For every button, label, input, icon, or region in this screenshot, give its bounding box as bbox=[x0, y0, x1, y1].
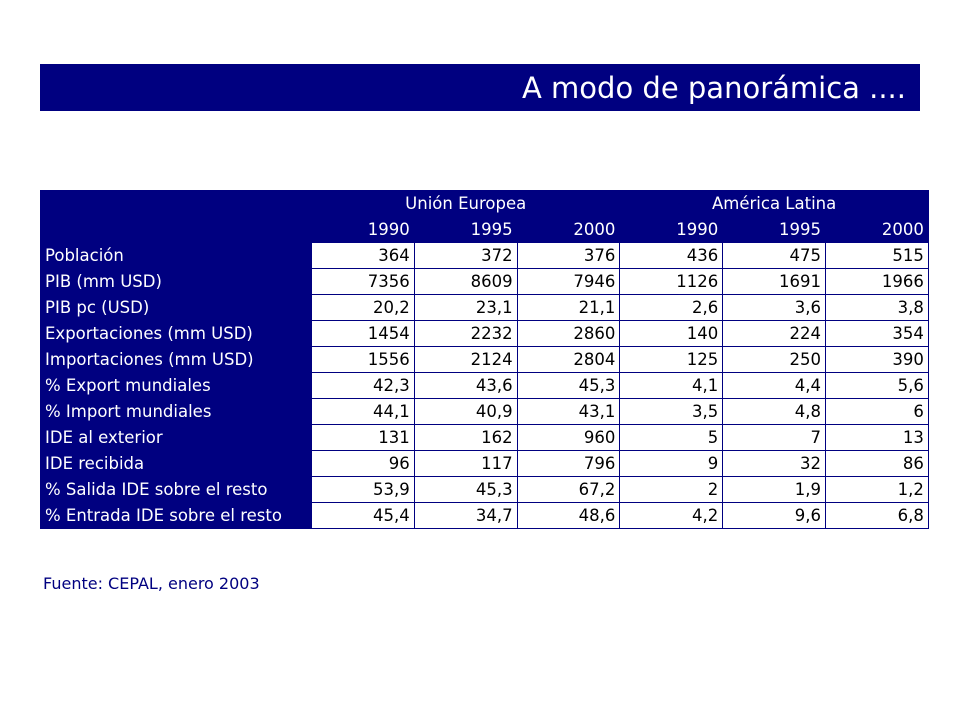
table-row bbox=[41, 477, 929, 503]
header-corner bbox=[41, 191, 312, 217]
year-header: 2000 bbox=[826, 217, 929, 243]
table-cell: 40,9 bbox=[414, 399, 517, 425]
table-cell: 53,9 bbox=[312, 477, 415, 503]
row-label: PIB pc (USD) bbox=[41, 295, 312, 321]
table-row bbox=[41, 321, 929, 347]
year-header-row bbox=[41, 217, 929, 243]
year-header: 1995 bbox=[414, 217, 517, 243]
table-cell: 250 bbox=[723, 347, 826, 373]
table-cell: 364 bbox=[312, 243, 415, 269]
table-cell: 354 bbox=[826, 321, 929, 347]
slide-title: A modo de panorámica .... bbox=[522, 70, 906, 105]
table-cell: 7356 bbox=[312, 269, 415, 295]
table-cell: 7 bbox=[723, 425, 826, 451]
table-cell: 7946 bbox=[517, 269, 620, 295]
table-cell: 2232 bbox=[414, 321, 517, 347]
table-cell: 1556 bbox=[312, 347, 415, 373]
table-cell: 45,3 bbox=[517, 373, 620, 399]
table-cell: 20,2 bbox=[312, 295, 415, 321]
table-cell: 43,1 bbox=[517, 399, 620, 425]
table-cell: 2 bbox=[620, 477, 723, 503]
table-cell: 960 bbox=[517, 425, 620, 451]
row-label: % Export mundiales bbox=[41, 373, 312, 399]
table-cell: 5 bbox=[620, 425, 723, 451]
table-cell: 32 bbox=[723, 451, 826, 477]
table-cell: 475 bbox=[723, 243, 826, 269]
table-cell: 2860 bbox=[517, 321, 620, 347]
table-cell: 372 bbox=[414, 243, 517, 269]
table-cell: 3,5 bbox=[620, 399, 723, 425]
table-cell: 96 bbox=[312, 451, 415, 477]
table-cell: 4,8 bbox=[723, 399, 826, 425]
table-cell: 1,2 bbox=[826, 477, 929, 503]
table-row bbox=[41, 451, 929, 477]
table-cell: 21,1 bbox=[517, 295, 620, 321]
table-cell: 34,7 bbox=[414, 503, 517, 529]
group-header-latam: América Latina bbox=[620, 191, 928, 217]
table-cell: 45,4 bbox=[312, 503, 415, 529]
table-cell: 9 bbox=[620, 451, 723, 477]
title-bar bbox=[40, 64, 920, 111]
table-cell: 3,8 bbox=[826, 295, 929, 321]
table-cell: 2124 bbox=[414, 347, 517, 373]
table-cell: 3,6 bbox=[723, 295, 826, 321]
row-label: % Import mundiales bbox=[41, 399, 312, 425]
row-label: PIB (mm USD) bbox=[41, 269, 312, 295]
table-cell: 48,6 bbox=[517, 503, 620, 529]
year-header: 1995 bbox=[723, 217, 826, 243]
table-cell: 1,9 bbox=[723, 477, 826, 503]
group-header-row bbox=[41, 191, 929, 217]
table-cell: 6,8 bbox=[826, 503, 929, 529]
table-cell: 131 bbox=[312, 425, 415, 451]
row-label: Importaciones (mm USD) bbox=[41, 347, 312, 373]
year-header: 1990 bbox=[312, 217, 415, 243]
year-header: 1990 bbox=[620, 217, 723, 243]
header-corner-2 bbox=[41, 217, 312, 243]
table-cell: 45,3 bbox=[414, 477, 517, 503]
table-cell: 44,1 bbox=[312, 399, 415, 425]
table-row bbox=[41, 399, 929, 425]
group-header-eu: Unión Europea bbox=[312, 191, 620, 217]
table-cell: 2804 bbox=[517, 347, 620, 373]
row-label: IDE recibida bbox=[41, 451, 312, 477]
table-row bbox=[41, 295, 929, 321]
table-row bbox=[41, 373, 929, 399]
table-cell: 224 bbox=[723, 321, 826, 347]
table-cell: 6 bbox=[826, 399, 929, 425]
table-cell: 1691 bbox=[723, 269, 826, 295]
table-cell: 390 bbox=[826, 347, 929, 373]
table-row bbox=[41, 503, 929, 529]
table-cell: 162 bbox=[414, 425, 517, 451]
table-cell: 13 bbox=[826, 425, 929, 451]
table-cell: 43,6 bbox=[414, 373, 517, 399]
row-label: IDE al exterior bbox=[41, 425, 312, 451]
year-header: 2000 bbox=[517, 217, 620, 243]
table-cell: 4,2 bbox=[620, 503, 723, 529]
table-cell: 9,6 bbox=[723, 503, 826, 529]
table-cell: 1454 bbox=[312, 321, 415, 347]
data-table bbox=[40, 190, 929, 529]
table-cell: 4,1 bbox=[620, 373, 723, 399]
table-row bbox=[41, 243, 929, 269]
table-cell: 8609 bbox=[414, 269, 517, 295]
row-label: Exportaciones (mm USD) bbox=[41, 321, 312, 347]
table-cell: 2,6 bbox=[620, 295, 723, 321]
table-cell: 515 bbox=[826, 243, 929, 269]
table-cell: 1126 bbox=[620, 269, 723, 295]
table-cell: 796 bbox=[517, 451, 620, 477]
table-cell: 5,6 bbox=[826, 373, 929, 399]
table-cell: 86 bbox=[826, 451, 929, 477]
table-cell: 1966 bbox=[826, 269, 929, 295]
table-cell: 376 bbox=[517, 243, 620, 269]
table-cell: 4,4 bbox=[723, 373, 826, 399]
table-cell: 67,2 bbox=[517, 477, 620, 503]
row-label: % Salida IDE sobre el resto bbox=[41, 477, 312, 503]
table-cell: 436 bbox=[620, 243, 723, 269]
table-row bbox=[41, 269, 929, 295]
table-cell: 42,3 bbox=[312, 373, 415, 399]
table-row bbox=[41, 425, 929, 451]
row-label: % Entrada IDE sobre el resto bbox=[41, 503, 312, 529]
table-cell: 140 bbox=[620, 321, 723, 347]
row-label: Población bbox=[41, 243, 312, 269]
table-cell: 125 bbox=[620, 347, 723, 373]
source-note: Fuente: CEPAL, enero 2003 bbox=[43, 574, 260, 593]
table-cell: 117 bbox=[414, 451, 517, 477]
table-row bbox=[41, 347, 929, 373]
table-cell: 23,1 bbox=[414, 295, 517, 321]
